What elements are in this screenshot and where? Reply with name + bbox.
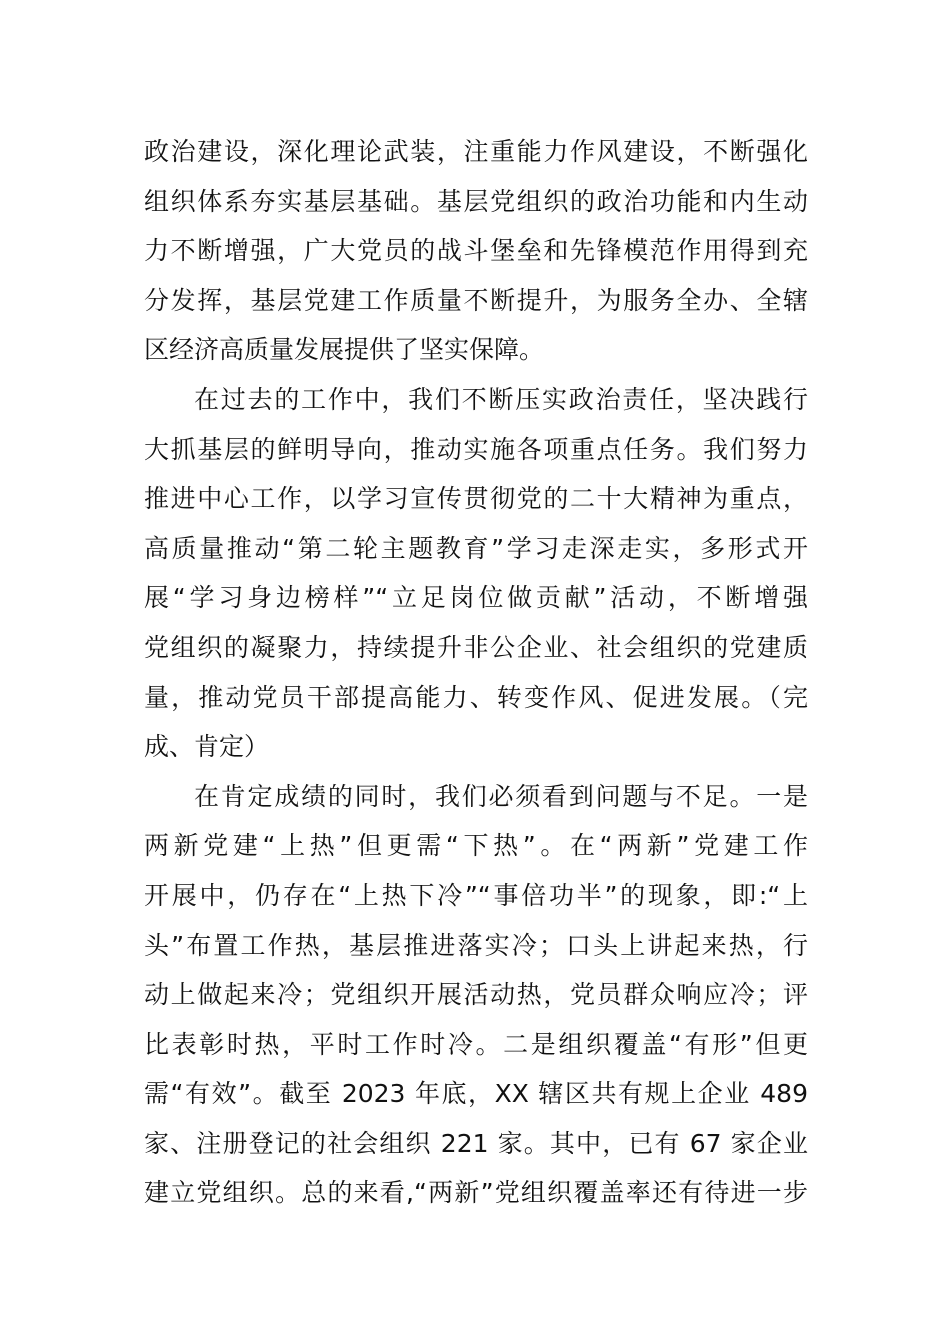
text-line: 两新党建“上热”但更需“下热”。在“两新”党建工作 [144,831,808,861]
text-line: 区经济高质量发展提供了坚实保障。 [144,335,545,365]
text-line: 推进中心工作，以学习宣传贯彻党的二十大精神为重点， [144,484,808,514]
text-line: 动上做起来冷；党组织开展活动热，党员群众响应冷；评 [144,980,808,1010]
text-line: 在肯定成绩的同时，我们必须看到问题与不足。一是 [194,781,808,811]
text-line: 政治建设，深化理论武装，注重能力作风建设，不断强化 [144,137,808,166]
text-line: 家、注册登记的社会组织 221 家。其中，已有 67 家企业 [144,1128,808,1158]
text-line: 组织体系夯实基层基础。基层党组织的政治功能和内生动 [144,186,808,216]
text-line: 大抓基层的鲜明导向，推动实施各项重点任务。我们努力 [144,434,808,464]
text-line: 量，推动党员干部提高能力、转变作风、促进发展。（完 [144,682,808,712]
text-line: 力不断增强，广大党员的战斗堡垒和先锋模范作用得到充 [144,236,808,266]
text-line: 在过去的工作中，我们不断压实政治责任，坚决践行 [194,384,808,414]
text-line: 头”布置工作热，基层推进落实冷；口头上讲起来热，行 [144,930,808,960]
text-line: 建立党组织。总的来看,“两新”党组织覆盖率还有待进一步 [144,1178,808,1208]
text-line: 比表彰时热，平时工作时冷。二是组织覆盖“有形”但更 [144,1029,808,1059]
body-text [144,127,808,1218]
text-line: 成、肯定） [144,732,270,762]
text-line: 党组织的凝聚力，持续提升非公企业、社会组织的党建质 [144,632,808,662]
text-line: 分发挥，基层党建工作质量不断提升，为服务全办、全辖 [144,285,808,315]
text-line: 高质量推动“第二轮主题教育”学习走深走实，多形式开 [144,533,808,563]
text-line: 需“有效”。截至 2023 年底，XX 辖区共有规上企业 489 [144,1079,808,1109]
text-line: 展“学习身边榜样”“立足岗位做贡献”活动，不断增强 [144,583,808,613]
text-line: 开展中，仍存在“上热下冷”“事倍功半”的现象，即:“上 [144,880,808,910]
